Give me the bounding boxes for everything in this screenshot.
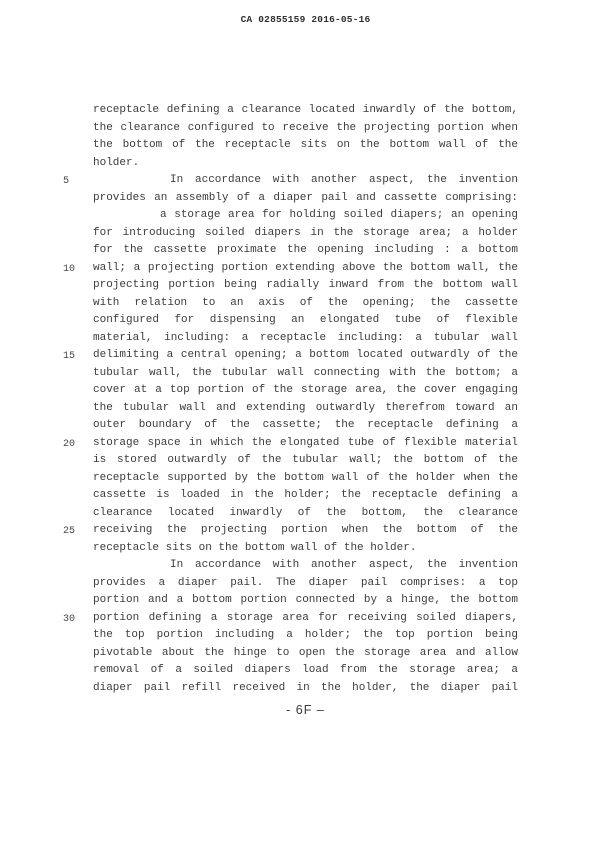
line-text: the tubular wall and extending outwardly therefrom toward an <box>93 401 518 414</box>
line-text: receptacle sits on the bottom wall of the holder. <box>93 541 417 554</box>
text-line <box>93 662 518 680</box>
text-line <box>93 190 518 208</box>
text-line <box>93 365 518 383</box>
text-line <box>63 522 518 540</box>
text-line <box>93 120 518 138</box>
line-number: 10 <box>63 263 76 275</box>
text-body <box>63 102 518 697</box>
line-text: removal of a soiled diapers load from the storage area; a <box>93 664 518 676</box>
line-number: 25 <box>63 526 76 537</box>
document-id-header: CA 02855159 2016-05-16 <box>240 14 371 25</box>
line-text: the bottom of the receptacle sits on the bottom wall of the <box>93 139 518 151</box>
text-line <box>93 102 518 120</box>
text-line <box>93 312 518 330</box>
text-line <box>63 172 518 190</box>
line-text: a storage area for holding soiled diapers; an opening <box>160 209 518 221</box>
line-text: In accordance with another aspect, the invention <box>170 559 518 571</box>
text-line <box>63 260 518 278</box>
line-text: cassette is loaded in the holder; the receptacle defining a <box>93 489 518 501</box>
text-line <box>93 330 518 348</box>
line-text: diaper pail refill received in the holder, the diaper pail <box>93 681 518 694</box>
line-text: for the cassette proximate the opening including : a bottom <box>93 244 518 256</box>
text-line <box>93 627 518 645</box>
text-line <box>93 557 518 575</box>
line-text: storage space in which the elongated tube of flexible material <box>93 436 518 449</box>
text-line <box>63 435 518 453</box>
line-text: projecting portion being radially inward from the bottom wall <box>93 279 518 291</box>
text-line <box>93 575 518 593</box>
line-text: configured for dispensing an elongated tube of flexible <box>93 314 518 326</box>
line-number: 15 <box>63 351 76 362</box>
text-line <box>93 540 518 558</box>
line-number: 20 <box>63 438 76 450</box>
text-line <box>93 382 518 400</box>
line-text: wall; a projecting portion extending above the bottom wall, the <box>93 261 518 274</box>
line-text: for introducing soiled diapers in the storage area; a holder <box>93 226 518 239</box>
line-text: provides a diaper pail. The diaper pail comprises: a top <box>93 576 518 589</box>
text-line <box>93 505 518 523</box>
line-text: pivotable about the hinge to open the storage area and allow <box>93 646 518 659</box>
text-line <box>93 295 518 313</box>
line-text: receptacle defining a clearance located inwardly of the bottom, <box>93 104 518 116</box>
text-line <box>93 487 518 505</box>
line-text: portion and a bottom portion connected by a hinge, the bottom <box>93 594 518 606</box>
text-line <box>93 452 518 470</box>
text-line <box>93 225 518 243</box>
line-text: receiving the projecting portion when the bottom of the <box>93 524 518 536</box>
text-line <box>93 207 518 225</box>
text-line <box>93 242 518 260</box>
line-text: material, including: a receptacle including: a tubular wall <box>93 331 518 344</box>
text-line <box>93 137 518 155</box>
text-line <box>93 277 518 295</box>
text-line <box>63 347 518 365</box>
text-line <box>93 470 518 488</box>
line-text: delimiting a central opening; a bottom located outwardly of the <box>93 349 518 361</box>
line-text: is stored outwardly of the tubular wall; the bottom of the <box>93 454 518 466</box>
line-text: cover at a top portion of the storage area, the cover engaging <box>93 384 518 396</box>
text-line <box>63 610 518 628</box>
line-text: receptacle supported by the bottom wall of the holder when the <box>93 471 518 484</box>
line-text: outer boundary of the cassette; the receptacle defining a <box>93 419 518 431</box>
line-text: tubular wall, the tubular wall connecting with the bottom; a <box>93 366 518 379</box>
line-text: the clearance configured to receive the projecting portion when <box>93 121 518 134</box>
line-text: holder. <box>93 156 140 169</box>
text-line <box>93 645 518 663</box>
line-text: portion defining a storage area for receiving soiled diapers, <box>93 611 518 624</box>
line-text: provides an assembly of a diaper pail and cassette comprising: <box>93 191 518 204</box>
text-line <box>93 417 518 435</box>
text-line <box>93 592 518 610</box>
line-text: clearance located inwardly of the bottom, the clearance <box>93 506 518 519</box>
line-text: with relation to an axis of the opening; the cassette <box>93 296 518 309</box>
line-number: 30 <box>63 613 76 625</box>
text-line <box>93 155 518 173</box>
text-line <box>93 680 518 698</box>
page-number: - 6F – <box>286 703 325 717</box>
line-number: 5 <box>63 176 70 187</box>
line-text: the top portion including a holder; the top portion being <box>93 629 518 641</box>
line-text: In accordance with another aspect, the invention <box>170 174 518 186</box>
text-line <box>93 400 518 418</box>
